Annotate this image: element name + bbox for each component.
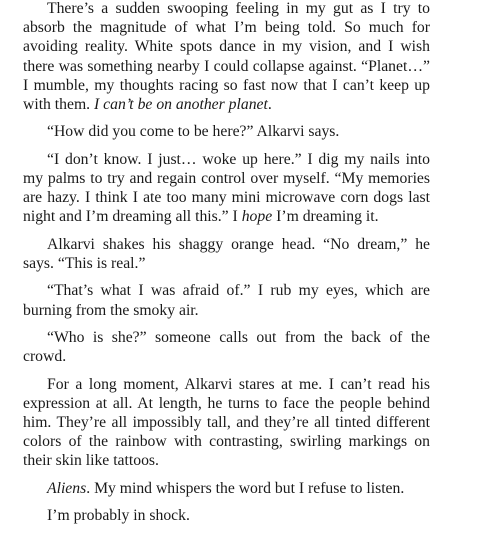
book-page [23,0,430,534]
paragraph-1-text-1: There’s a sudden swooping feeling in my gut as I try to absorb the magnitude of what I’m being told. So much for avoiding reality. White spots dance in my vision, and I wish there was something nearby I could collapse against. “Planet…” I mumble, my thoughts racing so fast now that I can’t keep up with them. [23,0,430,114]
paragraph-6-text: “Who is she?” someone calls out from the back of the crowd. [23,328,430,366]
paragraph-5-text: “That’s what I was afraid of.” I rub my eyes, which are burning from the smoky air. [23,282,430,319]
paragraph-7 [23,375,430,471]
paragraph-8-text: . My mind whispers the word but I refuse to listen. [86,479,405,497]
paragraph-4 [23,235,430,273]
paragraph-5 [23,281,430,319]
paragraph-4-text: Alkarvi shakes his shaggy orange head. “No dream,” he says. “This is real.” [23,235,430,272]
paragraph-1 [23,0,430,114]
paragraph-3 [23,150,430,227]
paragraph-7-text: For a long moment, Alkarvi stares at me. I can’t read his expression at all. At length, he turns to face the people behind him. They’re all impossibly tall, and they’re all tinted different colors of the rainbow with contrasting, swirling markings on their skin like tattoos. [23,375,430,470]
paragraph-2 [23,122,430,141]
paragraph-8 [23,479,430,498]
paragraph-8-italic-text: Aliens [47,479,87,497]
paragraph-9 [23,506,430,525]
paragraph-6 [23,328,430,366]
paragraph-3-text-1: “I don’t know. I just… woke up here.” I dig my nails into my palms to try and regain control over myself. “My memories are hazy. I think I ate too many mini microwave corn dogs last night and I’m dreaming all this.” I [23,150,430,226]
paragraph-9-text: I’m probably in shock. [47,507,190,525]
paragraph-1-italic-text: I can’t be on another planet [94,96,268,114]
paragraph-3-text-2: I’m dreaming it. [272,208,379,226]
paragraph-1-text-2: . [267,96,272,114]
paragraph-2-text: “How did you come to be here?” Alkarvi says. [47,123,340,141]
paragraph-3-italic-text: hope [241,208,273,226]
